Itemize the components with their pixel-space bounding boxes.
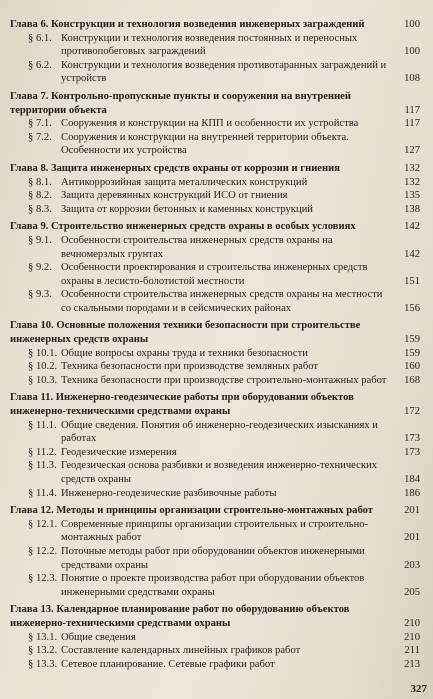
section-number: § 11.3. [28, 460, 57, 472]
section-number: § 11.4. [28, 487, 57, 499]
page-ref: 210 [404, 617, 420, 629]
toc-section-entry [10, 419, 420, 446]
section-title: Техника безопасности при производстве строительно-монтажных работ [61, 374, 387, 386]
section-number: § 12.3. [28, 573, 58, 585]
section-title: Сооружения и конструкции на внутренней территории объекта. Особенности их устройства [61, 131, 349, 157]
toc-chapter-entry [10, 90, 420, 117]
section-number: § 10.3. [28, 374, 58, 386]
toc-chapter-entry [10, 220, 420, 234]
section-number: § 13.3. [28, 658, 58, 670]
page-ref: 135 [404, 190, 420, 202]
page-ref: 132 [404, 162, 420, 174]
section-number: § 8.2. [28, 190, 52, 202]
page-ref: 117 [404, 118, 420, 130]
page-ref: 173 [404, 446, 420, 458]
page-ref: 203 [404, 559, 420, 571]
section-number: § 9.1. [28, 234, 52, 246]
page-ref: 160 [404, 361, 420, 373]
section-title: Понятие о проекте производства работ при оборудовании объектов инженерными средствами охраны [61, 573, 365, 598]
section-number: § 6.1. [28, 32, 52, 44]
page-ref: 100 [404, 19, 420, 30]
toc-section-entry [10, 644, 420, 658]
section-title: Общие вопросы охраны труда и техники безопасности [61, 347, 308, 359]
chapter-title: Глава 7. Контрольно-пропускные пункты и сооружения на внутренней территории объекта [10, 90, 351, 116]
chapter-title: Глава 12. Методы и принципы организации строительно-монтажных работ [10, 505, 373, 517]
section-title: Защита деревянных конструкций ИСО от гниения [61, 190, 288, 202]
page-ref: 108 [404, 73, 420, 85]
section-title: Составление календарных линейных графиков работ [61, 645, 301, 657]
toc-section-entry [10, 487, 420, 501]
page-ref: 100 [404, 46, 420, 58]
toc-chapter-entry [10, 391, 420, 418]
toc-section-entry [10, 261, 420, 288]
section-number: § 9.3. [28, 289, 52, 301]
section-title: Геодезическая основа разбивки и возведения инженерно-технических средств охраны [61, 460, 377, 485]
page-ref: 211 [404, 645, 420, 657]
section-title: Общие сведения [61, 631, 136, 643]
page-ref: 151 [404, 275, 420, 287]
page-ref: 213 [404, 658, 420, 670]
section-number: § 9.2. [28, 262, 52, 274]
toc-section-entry [10, 32, 420, 59]
chapter-title: Глава 11. Инженерно-геодезические работы при оборудовании объектов инженерно-техническими средствами охраны [10, 392, 354, 418]
section-number: § 13.2. [28, 645, 58, 657]
section-number: § 8.3. [28, 203, 52, 215]
section-title: Особенности проектирования и строительства инженерных средств охраны в лесисто-болотистой местности [61, 262, 368, 287]
page-ref: 205 [404, 586, 420, 598]
section-title: Защита от коррозии бетонных и каменных конструкций [61, 203, 313, 215]
toc-chapter-entry [10, 603, 420, 630]
toc-section-entry [10, 203, 420, 217]
section-number: § 11.2. [28, 446, 57, 458]
chapter-title: Глава 9. Строительство инженерных средств охраны в особых условиях [10, 221, 356, 233]
toc-section-entry [10, 131, 420, 158]
toc-section-entry [10, 176, 420, 190]
section-title: Поточные методы работ при оборудовании объектов инженерными средствами охраны [61, 545, 365, 571]
section-title: Техника безопасности при производстве земляных работ [61, 361, 319, 373]
toc-section-entry [10, 117, 420, 131]
page-ref: 184 [404, 474, 420, 485]
section-title: Сооружения и конструкции на КПП и особенности их устройства [61, 118, 359, 130]
toc-section-entry [10, 288, 420, 315]
section-title: Особенности строительства инженерных средств охраны на вечномерзлых грунтах [61, 234, 333, 260]
page-ref: 159 [404, 347, 420, 359]
section-title: Инженерно-геодезические разбивочные работы [61, 487, 277, 499]
table-of-contents [10, 18, 420, 671]
section-number: § 8.1. [28, 176, 52, 188]
section-title: Конструкции и технология возведения постоянных и переносных противопобеговых заграждений [61, 32, 358, 58]
toc-section-entry [10, 374, 420, 388]
chapter-title: Глава 10. Основные положения техники безопасности при строительстве инженерных средств охраны [10, 320, 361, 346]
toc-section-entry [10, 572, 420, 599]
page-ref: 138 [404, 203, 420, 215]
section-title: Современные принципы организации строительных и строительно-монтажных работ [61, 518, 369, 544]
toc-section-entry [10, 234, 420, 261]
toc-section-entry [10, 59, 420, 86]
page-ref: 156 [404, 302, 420, 314]
section-number: § 12.1. [28, 518, 58, 530]
toc-section-entry [10, 518, 420, 545]
toc-chapter-entry [10, 162, 420, 176]
section-number: § 11.1. [28, 419, 57, 431]
page-ref: 127 [404, 145, 420, 157]
page-ref: 142 [404, 221, 420, 233]
toc-chapter-entry [10, 18, 420, 32]
section-title: Антикоррозийная защита металлических конструкций [61, 176, 308, 188]
section-title: Сетевое планирование. Сетевые графики работ [61, 658, 275, 670]
toc-section-entry [10, 347, 420, 361]
section-number: § 7.1. [28, 118, 52, 130]
page-ref: 117 [404, 104, 420, 116]
page-ref: 168 [404, 374, 420, 386]
page-ref: 172 [404, 406, 420, 418]
page-ref: 142 [404, 248, 420, 260]
chapter-title: Глава 13. Календарное планирование работ по оборудованию объектов инженерно-техническими средствами охраны [10, 604, 350, 629]
section-title: Конструкции и технология возведения противотаранных заграждений и устройств [61, 59, 387, 85]
section-number: § 6.2. [28, 59, 52, 71]
toc-section-entry [10, 360, 420, 374]
page-ref: 201 [404, 505, 420, 517]
chapter-title: Глава 8. Защита инженерных средств охраны от коррозии и гниения [10, 162, 340, 174]
toc-section-entry [10, 631, 420, 645]
toc-section-entry [10, 545, 420, 572]
section-title: Особенности строительства инженерных средств охраны на местности со скальными породами и в сейсмических районах [61, 289, 383, 314]
page-ref: 201 [404, 532, 420, 544]
page-ref: 210 [404, 631, 420, 643]
toc-section-entry [10, 658, 420, 672]
section-number: § 13.1. [28, 631, 58, 643]
page-ref: 186 [404, 487, 420, 499]
toc-chapter-entry [10, 319, 420, 346]
section-title: Общие сведения. Понятия об инженерно-геодезических изысканиях и работах [61, 419, 378, 445]
section-number: § 12.2. [28, 545, 58, 557]
section-number: § 10.1. [28, 347, 58, 359]
section-number: § 7.2. [28, 131, 52, 143]
page-ref: 173 [404, 433, 420, 445]
toc-chapter-entry [10, 504, 420, 518]
page-ref: 159 [404, 334, 420, 346]
section-number: § 10.2. [28, 361, 58, 373]
page-number: 327 [410, 683, 427, 695]
chapter-title: Глава 6. Конструкции и технология возведения инженерных заграждений [10, 19, 365, 30]
section-title: Геодезические измерения [61, 446, 177, 458]
page-ref: 132 [404, 176, 420, 188]
toc-section-entry [10, 189, 420, 203]
toc-section-entry [10, 446, 420, 460]
toc-section-entry [10, 459, 420, 486]
